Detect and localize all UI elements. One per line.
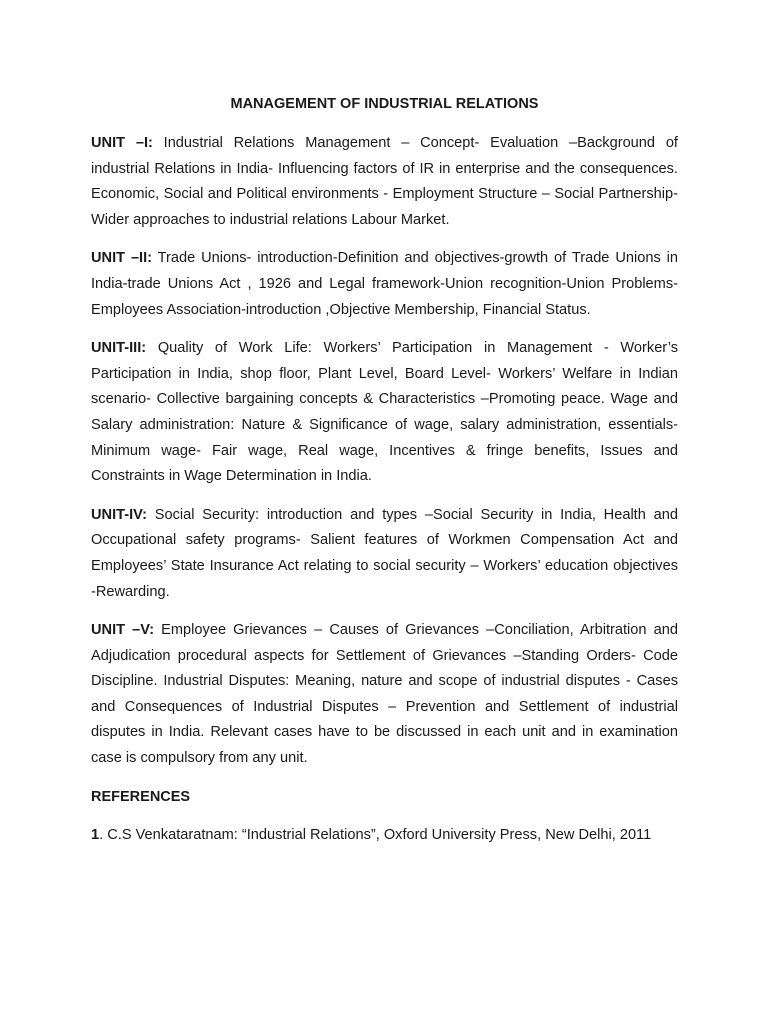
reference-item — [91, 823, 678, 849]
unit-1-paragraph — [91, 131, 678, 233]
unit-4-label: UNIT-IV: — [91, 506, 147, 523]
unit-3-label: UNIT-III: — [91, 340, 147, 357]
references-heading: REFERENCES — [91, 788, 191, 805]
unit-5-paragraph — [91, 618, 678, 772]
reference-number: 1 — [91, 826, 100, 843]
unit-5-label: UNIT –V: — [91, 622, 155, 639]
unit-5-text: Employee Grievances – Causes of Grievances –Conciliation, Arbitration and Adjudication procedural aspects for Settlement of Grievances –Standing Orders- Code Discipline. Industrial Disputes: Meaning, nature and scope of industrial disputes - Cases and Consequences of Industrial Disputes – Prevention and Settlement of industrial disputes in India. Relevant cases have to be discussed in each unit and in examination case is compulsory from any unit. — [91, 622, 678, 767]
unit-4-text: Social Security: introduction and types –Social Security in India, Health and Occupational safety programs- Salient features of Workmen Compensation Act and Employees’ State Insurance Act relating to social security – Workers’ education objectives -Rewarding. — [91, 506, 678, 600]
unit-1-label: UNIT –I: — [91, 135, 153, 151]
unit-2-paragraph — [91, 246, 678, 323]
unit-3-text: Quality of Work Life: Workers’ Participation in Management - Worker’s Participation in India, shop floor, Plant Level, Board Level- Workers’ Welfare in Indian scenario- Collective bargaining concepts & Characteristics –Promoting peace. Wage and Salary administration: Nature & Significance of wage, salary administration, essentials- Minimum wage- Fair wage, Real wage, Incentives & fringe benefits, Issues and Constraints in Wage Determination in India. — [91, 340, 678, 485]
unit-4-paragraph — [91, 503, 678, 605]
unit-2-text: Trade Unions- introduction-Definition and objectives-growth of Trade Unions in India-trade Unions Act , 1926 and Legal framework-Union recognition-Union Problems-Employees Association-introduction ,Objective Membership, Financial Status. — [91, 250, 678, 318]
reference-text: . C.S Venkataratnam: “Industrial Relations”, Oxford University Press, New Delhi, 2011 — [99, 826, 652, 843]
unit-1-text: Industrial Relations Management – Concept- Evaluation –Background of industrial Relations in India- Influencing factors of IR in enterprise and the consequences. Economic, Social and Political environments - Employment Structure – Social Partnership-Wider approaches to industrial relations Labour Market. — [91, 135, 678, 228]
unit-2-label: UNIT –II: — [91, 250, 153, 267]
document-page — [91, 92, 678, 848]
unit-3-paragraph — [91, 336, 678, 490]
document-title: MANAGEMENT OF INDUSTRIAL RELATIONS — [230, 96, 539, 112]
